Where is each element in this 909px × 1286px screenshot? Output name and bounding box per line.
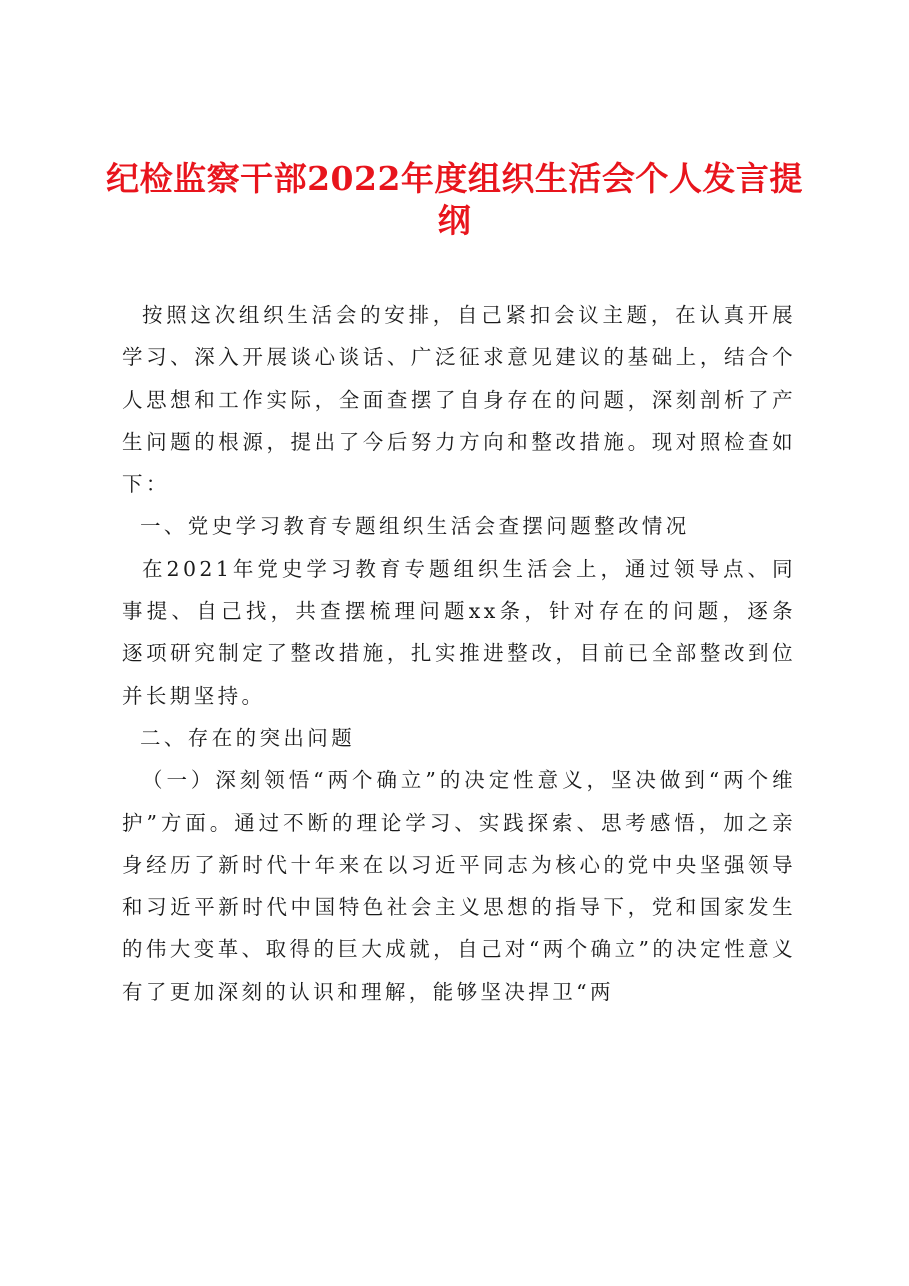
document-title: 纪检监察干部2022年度组织生活会个人发言提纲	[106, 159, 803, 240]
section-1-paragraph: 在2021年党史学习教育专题组织生活会上，通过领导点、同事提、自己找，共查摆梳理问题xx条，针对存在的问题，逐条逐项研究制定了整改措施，扎实推进整改，目前已全部整改到位并长期坚持。	[122, 556, 796, 708]
section-2-paragraph: （一）深刻领悟“两个确立”的决定性意义，坚决做到“两个维护”方面。通过不断的理论学习、实践探索、思考感悟，加之亲身经历了新时代十年来在以习近平同志为核心的党中央坚强领导和习近平新时代中国特色社会主义思想的指导下，党和国家发生的伟大变革、取得的巨大成就，自己对“两个确立”的决定性意义有了更加深刻的认识和理解，能够坚决捍卫“两	[122, 768, 796, 1004]
document-body	[122, 294, 796, 1013]
section-heading-1: 一、党史学习教育专题组织生活会查摆问题整改情况	[140, 514, 690, 539]
section-heading-2: 二、存在的突出问题	[140, 725, 356, 750]
intro-paragraph: 按照这次组织生活会的安排，自己紧扣会议主题，在认真开展学习、深入开展谈心谈话、广泛征求意见建议的基础上，结合个人思想和工作实际，全面查摆了自身存在的问题，深刻剖析了产生问题的根源，提出了今后努力方向和整改措施。现对照检查如下：	[122, 303, 796, 497]
